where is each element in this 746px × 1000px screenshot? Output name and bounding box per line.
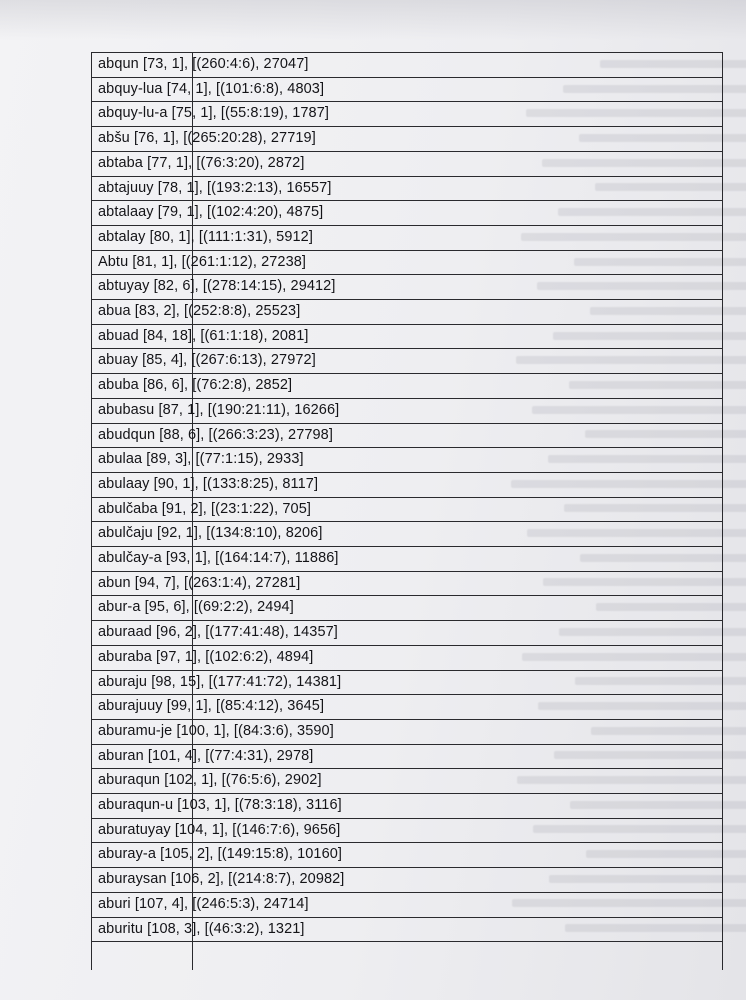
entry-text: abua [83, 2], [(252:8:8), 25523] <box>98 303 301 319</box>
table-row <box>92 101 722 126</box>
table-row <box>92 324 722 349</box>
entry-text: abubasu [87, 1], [(190:21:11), 16266] <box>98 401 340 418</box>
table-row <box>92 768 722 793</box>
table-row <box>92 423 722 448</box>
entry-text: abtaba [77, 1], [(76:3:20), 2872] <box>98 154 305 171</box>
table-row <box>92 917 722 942</box>
table-row <box>92 842 722 867</box>
table-row <box>92 398 722 423</box>
entry-text: abuba [86, 6], [(76:2:8), 2852] <box>98 377 293 394</box>
table-row <box>92 521 722 546</box>
table-row <box>92 52 722 77</box>
entry-text: aburan [101, 4], [(77:4:31), 2978] <box>98 747 314 764</box>
table-row <box>92 620 722 645</box>
entry-text: abuay [85, 4], [(267:6:13), 27972] <box>98 352 316 369</box>
table-row <box>92 373 722 398</box>
table-row <box>92 546 722 571</box>
entry-text: abudqun [88, 6], [(266:3:23), 27798] <box>98 426 333 443</box>
entry-text: abuad [84, 18], [(61:1:18), 2081] <box>98 327 309 344</box>
table-row <box>92 645 722 670</box>
table-row <box>92 472 722 497</box>
entry-text: abtuyay [82, 6], [(278:14:15), 29412] <box>98 278 336 295</box>
word-index-table <box>91 52 723 970</box>
entry-text: abulaay [90, 1], [(133:8:25), 8117] <box>98 475 319 492</box>
entry-text: abquy-lu-a [75, 1], [(55:8:19), 1787] <box>98 105 330 122</box>
entry-text: abulaa [89, 3], [(77:1:15), 2933] <box>98 451 304 468</box>
entry-text: abtalay [80, 1], [(111:1:31), 5912] <box>98 228 313 245</box>
table-row <box>92 818 722 843</box>
entry-text: aburatuyay [104, 1], [(146:7:6), 9656] <box>98 821 341 838</box>
entry-text: abur-a [95, 6], [(69:2:2), 2494] <box>98 599 294 616</box>
entry-text: aburay-a [105, 2], [(149:15:8), 10160] <box>98 846 343 863</box>
table-row <box>92 274 722 299</box>
entry-text: aburajuuy [99, 1], [(85:4:12), 3645] <box>98 698 325 715</box>
table-row <box>92 744 722 769</box>
entry-text: aburaad [96, 2], [(177:41:48), 14357] <box>98 624 338 641</box>
entry-text: aburaju [98, 15], [(177:41:72), 14381] <box>98 673 342 690</box>
table-row <box>92 299 722 324</box>
table-row <box>92 867 722 892</box>
entry-text: abtalaay [79, 1], [(102:4:20), 4875] <box>98 204 324 221</box>
entry-text: aburi [107, 4], [(246:5:3), 24714] <box>98 895 309 912</box>
entry-text: Abtu [81, 1], [(261:1:12), 27238] <box>98 253 307 270</box>
table-row <box>92 447 722 472</box>
table-row <box>92 200 722 225</box>
table-row <box>92 571 722 596</box>
table-row <box>92 348 722 373</box>
table-bottom-rule <box>92 941 722 942</box>
table-row <box>92 694 722 719</box>
table-row <box>92 497 722 522</box>
entry-text: aburaysan [106, 2], [(214:8:7), 20982] <box>98 871 345 888</box>
table-row <box>92 225 722 250</box>
entry-text: abqun [73, 1], [(260:4:6), 27047] <box>98 56 309 72</box>
entry-text: abtajuuy [78, 1], [(193:2:13), 16557] <box>98 179 332 196</box>
entry-text: abquy-lua [74, 1], [(101:6:8), 4803] <box>98 80 325 97</box>
table-row <box>92 176 722 201</box>
entry-text: aburitu [108, 3], [(46:3:2), 1321] <box>98 920 305 937</box>
table-row <box>92 719 722 744</box>
table-row <box>92 595 722 620</box>
table-row <box>92 670 722 695</box>
table-row <box>92 250 722 275</box>
table-row <box>92 151 722 176</box>
entry-text: aburamu-je [100, 1], [(84:3:6), 3590] <box>98 722 334 739</box>
entry-text: aburaba [97, 1], [(102:6:2), 4894] <box>98 648 314 665</box>
entry-text: abulčaju [92, 1], [(134:8:10), 8206] <box>98 525 323 542</box>
entry-text: aburaqun-u [103, 1], [(78:3:18), 3116] <box>98 797 342 813</box>
entry-text: aburaqun [102, 1], [(76:5:6), 2902] <box>98 772 322 789</box>
table-row <box>92 793 722 818</box>
entry-text: abulčaba [91, 2], [(23:1:22), 705] <box>98 500 311 517</box>
entry-text: abulčay-a [93, 1], [(164:14:7), 11886] <box>98 550 339 566</box>
entry-text: abšu [76, 1], [(265:20:28), 27719] <box>98 130 316 147</box>
table-row <box>92 77 722 102</box>
table-row <box>92 892 722 917</box>
entry-text: abun [94, 7], [(263:1:4), 27281] <box>98 574 301 591</box>
page-shadow <box>0 0 746 40</box>
table-row <box>92 126 722 151</box>
